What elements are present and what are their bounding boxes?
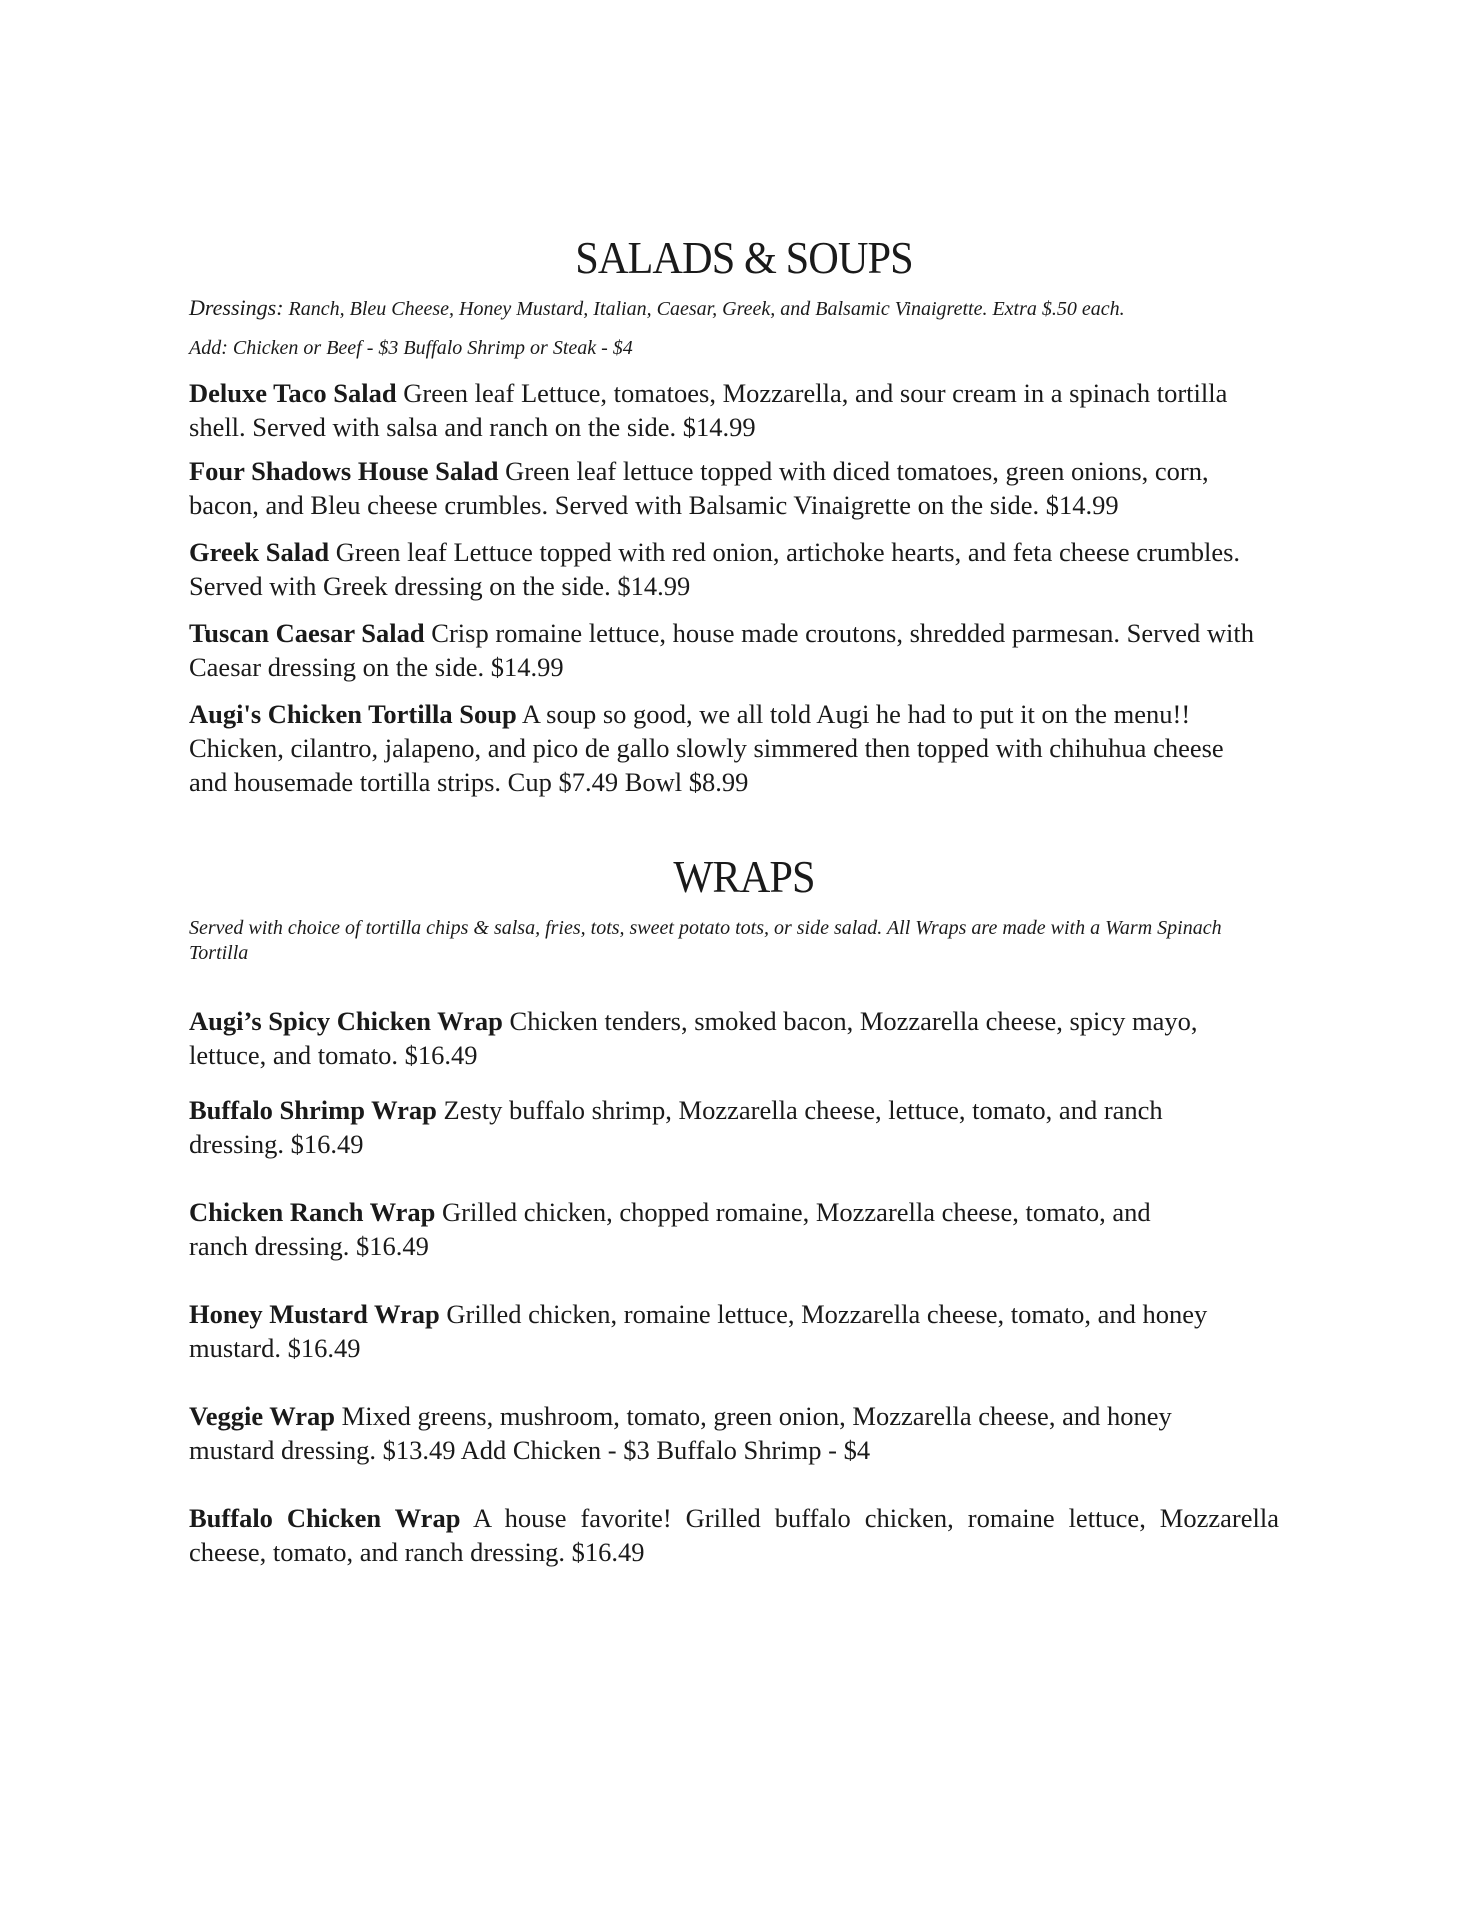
item-name: Tuscan Caesar Salad xyxy=(189,617,425,648)
wraps-note: Served with choice of tortilla chips & salsa, fries, tots, sweet potato tots, or side salad. All Wraps are made with a Warm Spinach Tortilla xyxy=(189,916,1222,964)
item-description: Grilled chicken, romaine lettuce, Mozzarella cheese, tomato, and honey mustard. $16.49 xyxy=(189,1298,1208,1363)
menu-page xyxy=(189,232,1299,1569)
item-name: Buffalo Chicken Wrap xyxy=(189,1502,461,1533)
item-name: Augi’s Spicy Chicken Wrap xyxy=(189,1005,503,1036)
item-description: Zesty buffalo shrimp, Mozzarella cheese, lettuce, tomato, and ranch dressing. $16.49 xyxy=(189,1094,1163,1159)
item-name: Veggie Wrap xyxy=(189,1400,336,1431)
item-name: Deluxe Taco Salad xyxy=(189,377,397,408)
item-description: A house favorite! Grilled buffalo chicken, romaine lettuce, Mozzarella cheese, tomato, and ranch dressing. $16.49 xyxy=(189,1502,1279,1567)
item-name: Four Shadows House Salad xyxy=(189,455,499,486)
item-description: Grilled chicken, chopped romaine, Mozzarella cheese, tomato, and ranch dressing. $16.49 xyxy=(189,1196,1151,1261)
item-name: Greek Salad xyxy=(189,536,330,567)
menu-item xyxy=(189,697,1249,799)
item-description: Green leaf lettuce topped with diced tomatoes, green onions, corn, bacon, and Bleu cheese crumbles. Served with Balsamic Vinaigrette on the side. $14.99 xyxy=(189,455,1209,520)
salads-soups-heading: SALADS & SOUPS xyxy=(575,232,913,283)
dressings-list: Ranch, Bleu Cheese, Honey Mustard, Italian, Caesar, Greek, and Balsamic Vinaigrette. Extra $.50 each. xyxy=(283,297,1125,320)
item-description: Green leaf Lettuce, tomatoes, Mozzarella, and sour cream in a spinach tortilla shell. Served with salsa and ranch on the side. $14.99 xyxy=(189,377,1228,442)
item-description: Mixed greens, mushroom, tomato, green onion, Mozzarella cheese, and honey mustard dressing. $13.49 Add Chicken - $3 Buffalo Shrimp - $4 xyxy=(189,1400,1172,1465)
menu-item xyxy=(189,1297,1269,1365)
menu-item xyxy=(189,376,1269,444)
item-name: Chicken Ranch Wrap xyxy=(189,1196,436,1227)
dressings-label: Dressings: xyxy=(189,294,284,320)
menu-item xyxy=(189,454,1269,522)
item-description: A soup so good, we all told Augi he had to put it on the menu!! Chicken, cilantro, jalapeno, and pico de gallo slowly simmered then topped with chihuhua cheese and housemade tortilla strips. Cup $7.49 Bowl $8.99 xyxy=(189,698,1224,797)
menu-item xyxy=(189,1195,1209,1263)
item-name: Augi's Chicken Tortilla Soup xyxy=(189,698,517,729)
item-name: Honey Mustard Wrap xyxy=(189,1298,440,1329)
item-name: Buffalo Shrimp Wrap xyxy=(189,1094,437,1125)
menu-item xyxy=(189,1004,1269,1072)
menu-item xyxy=(189,1501,1279,1569)
wraps-heading: WRAPS xyxy=(673,850,815,902)
menu-item xyxy=(189,535,1269,603)
item-description: Chicken tenders, smoked bacon, Mozzarella cheese, spicy mayo, lettuce, and tomato. $16.49 xyxy=(189,1005,1198,1070)
menu-item xyxy=(189,1399,1209,1467)
menu-item xyxy=(189,616,1299,684)
add-protein-note: Add: Chicken or Beef - $3 Buffalo Shrimp or Steak - $4 xyxy=(189,336,633,359)
item-description: Green leaf Lettuce topped with red onion, artichoke hearts, and feta cheese crumbles. Served with Greek dressing on the side. $14.99 xyxy=(189,536,1241,601)
item-description: Crisp romaine lettuce, house made croutons, shredded parmesan. Served with Caesar dressing on the side. $14.99 xyxy=(189,617,1255,682)
dressings-note xyxy=(189,295,1299,322)
menu-item xyxy=(189,1093,1209,1161)
